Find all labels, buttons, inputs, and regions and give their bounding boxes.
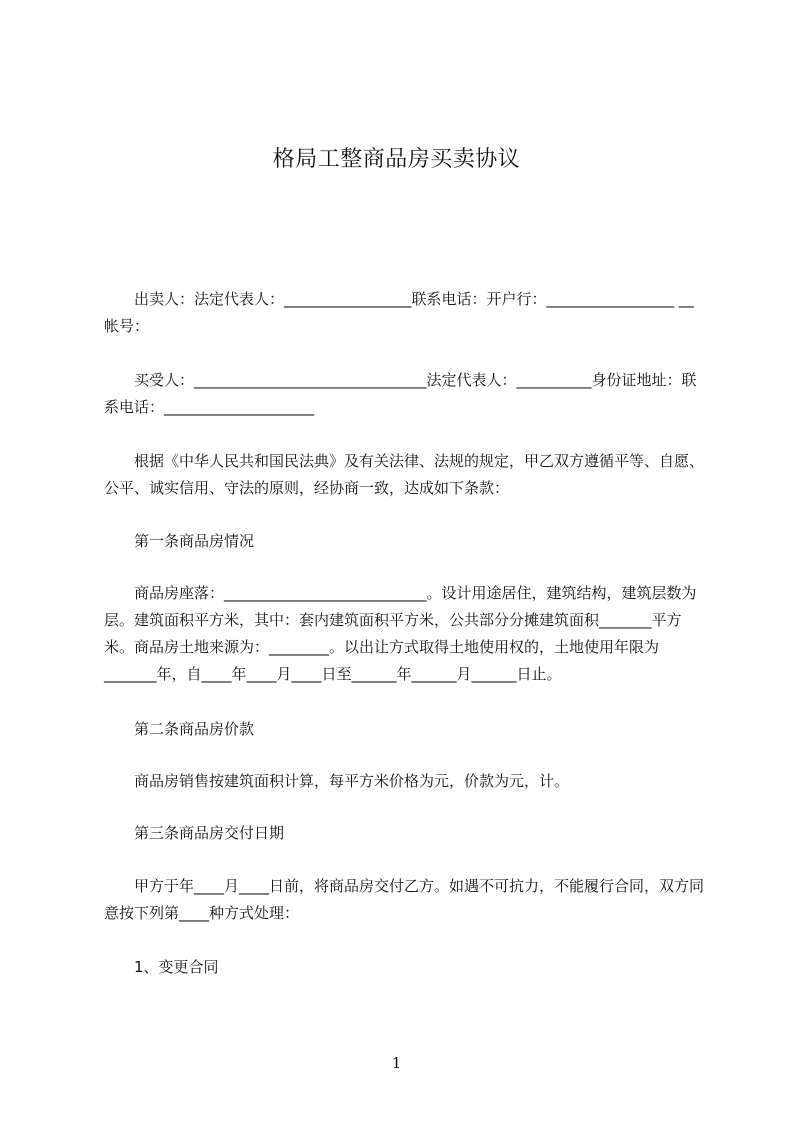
- article-1-body: 商品房座落：___________________________。设计用途居住，建筑结构，建筑层数为层。建筑面积平方米，其中：套内建筑面积平方米，公共部分分摊建筑面积_______平方米。商品房土地来源为：________。以出让方式取得土地使用权的，土地使用年限为_______年，自____年____月____日至______年______月______日止。: [104, 584, 697, 683]
- seller-info-paragraph: 出卖人：法定代表人：_________________联系电话：开户行：_________________ __帐号：: [104, 290, 694, 335]
- page-number: 1: [391, 1054, 402, 1072]
- article-2-body: 商品房销售按建筑面积计算，每平方米价格为元，价款为元，计。: [104, 772, 570, 790]
- article-1-heading: 第一条商品房情况: [104, 532, 255, 550]
- article-3-heading: 第三条商品房交付日期: [104, 824, 285, 842]
- list-item-1: 1、变更合同: [104, 958, 219, 976]
- buyer-info-paragraph: 买受人：_______________________________法定代表人：__________身份证地址：联系电话：____________________: [104, 371, 697, 416]
- article-2-heading: 第二条商品房价款: [104, 720, 255, 738]
- preamble-paragraph: 根据《中华人民共和国民法典》及有关法律、法规的规定，甲乙双方遵循平等、自愿、公平、诚实信用、守法的原则，经协商一致，达成如下条款：: [104, 452, 705, 497]
- document-title: 格局工整商品房买卖协议: [272, 147, 521, 172]
- article-3-body: 甲方于年____月____日前，将商品房交付乙方。如遇不可抗力，不能履行合同，双方同意按下列第____种方式处理：: [104, 877, 705, 922]
